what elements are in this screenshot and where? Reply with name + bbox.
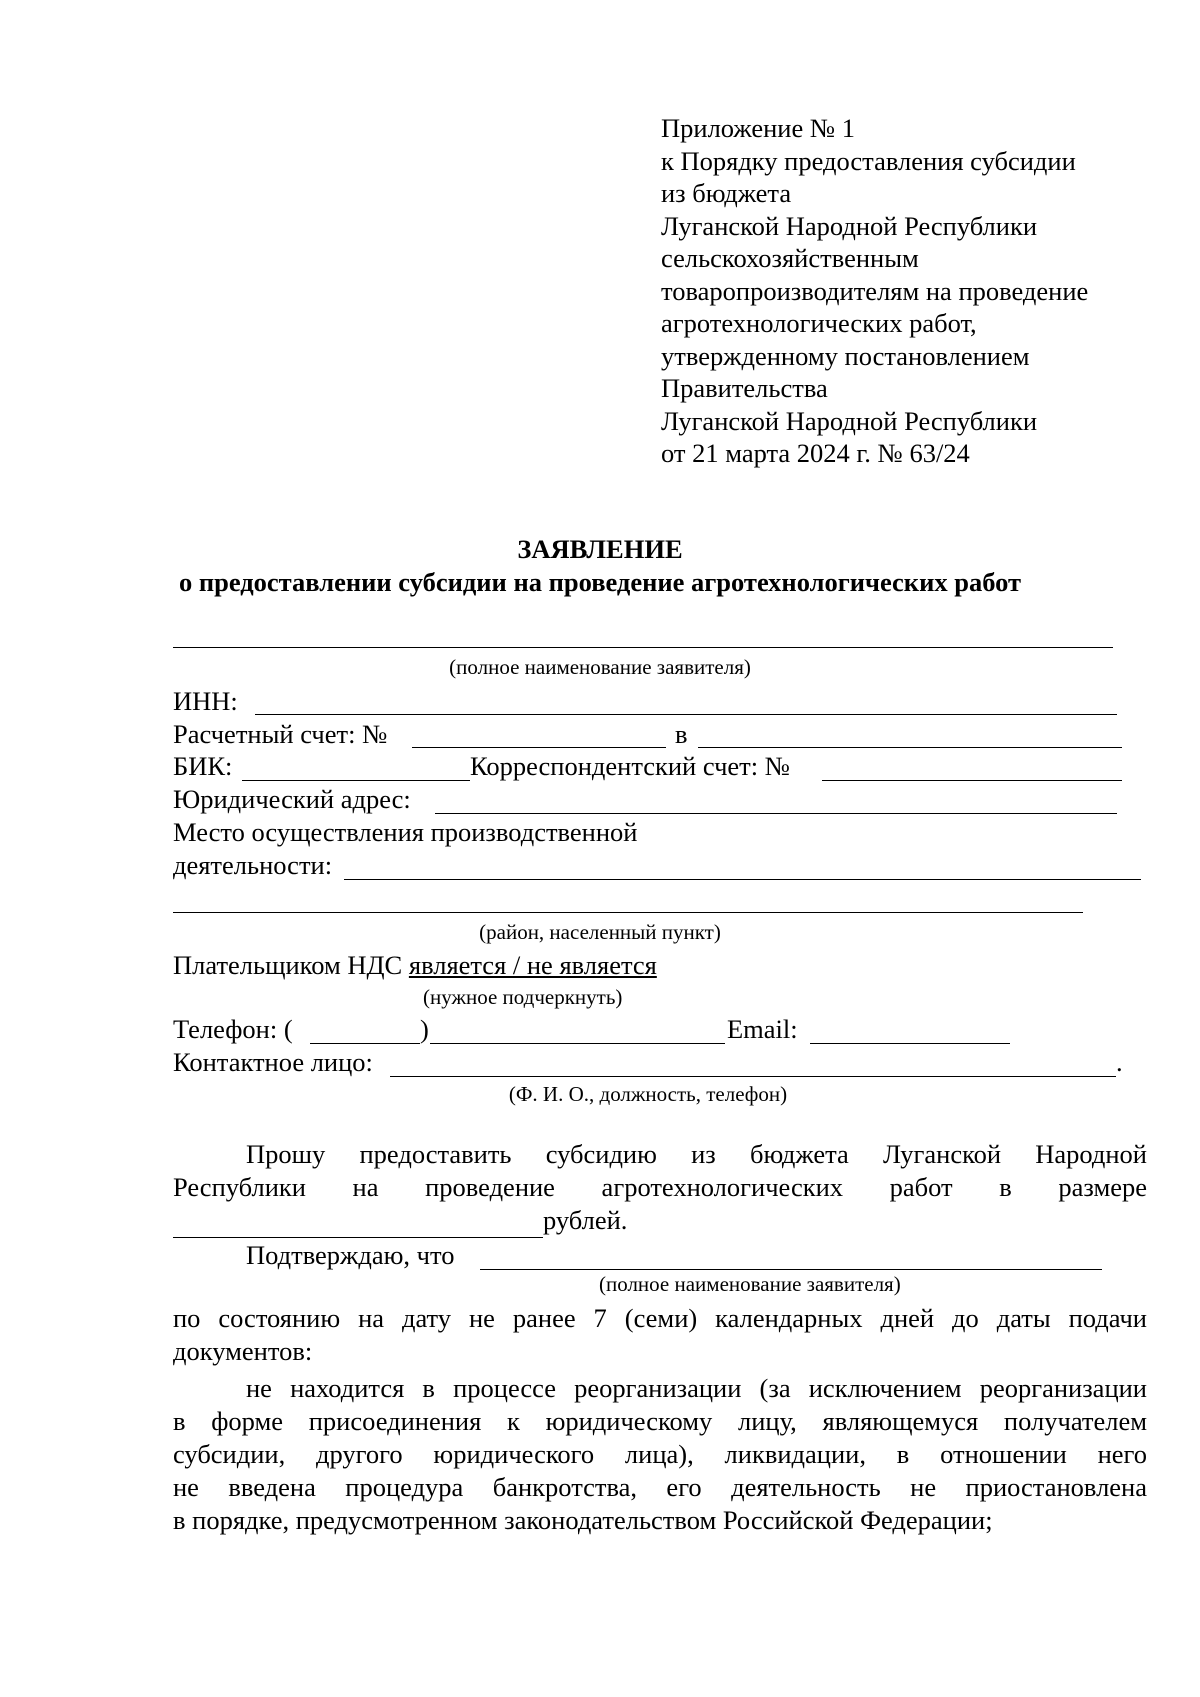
corr-account-field[interactable]	[822, 780, 1122, 781]
confirm-applicant-field[interactable]	[480, 1269, 1102, 1270]
appendix-line: Луганской Народной Республики	[661, 405, 1038, 436]
vat-options[interactable]: является / не является	[408, 950, 657, 980]
phone-label: Телефон: (	[173, 1014, 293, 1044]
request-line-2: Республики на проведение агротехнологических работ в размере	[173, 1172, 1147, 1202]
corr-account-label: Корреспондентский счет: №	[470, 751, 791, 781]
contact-field[interactable]	[390, 1076, 1116, 1077]
email-field[interactable]	[810, 1043, 1010, 1044]
place-caption: (район, населенный пункт)	[479, 920, 721, 944]
document-subtitle: о предоставлении субсидии на проведение агротехнологических работ	[178, 567, 1022, 597]
appendix-line: Приложение № 1	[661, 113, 856, 143]
appendix-line: Луганской Народной Республики	[661, 210, 1038, 241]
conditions-line: не находится в процессе реорганизации (за исключением реорганизации	[246, 1373, 1147, 1403]
subsidy-amount-field[interactable]	[173, 1237, 543, 1238]
appendix-block	[661, 112, 1181, 470]
conditions-line: в порядке, предусмотренном законодательством Российской Федерации;	[173, 1505, 993, 1535]
confirm-label: Подтверждаю, что	[246, 1240, 455, 1270]
legal-address-field[interactable]	[435, 813, 1117, 814]
state-line-2: документов:	[173, 1336, 313, 1366]
vat-label: Плательщиком НДС	[173, 950, 409, 980]
phone-code-field[interactable]	[310, 1043, 420, 1044]
place-field-continued[interactable]	[173, 912, 1083, 913]
appendix-line: товаропроизводителям на проведение	[661, 275, 1089, 306]
conditions-line: не введена процедура банкротства, его деятельность не приостановлена	[173, 1472, 1147, 1502]
document-title: ЗАЯВЛЕНИЕ	[517, 534, 683, 564]
vat-line	[173, 949, 657, 981]
state-line-1: по состоянию на дату не ранее 7 (семи) календарных дней до даты подачи	[173, 1303, 1147, 1333]
account-label: Расчетный счет: №	[173, 719, 388, 749]
applicant-name-caption: (полное наименование заявителя)	[449, 655, 751, 679]
bik-field[interactable]	[242, 780, 470, 781]
request-paragraph	[173, 1138, 1147, 1204]
bank-name-field[interactable]	[698, 747, 1122, 748]
appendix-line: из бюджета	[661, 178, 792, 208]
state-paragraph	[173, 1302, 1147, 1368]
appendix-line: агротехнологических работ,	[661, 308, 977, 338]
contact-label: Контактное лицо:	[173, 1047, 373, 1077]
request-line-1: Прошу предоставить субсидию из бюджета Луганской Народной	[246, 1139, 1147, 1169]
conditions-line: субсидии, другого юридического лица), ликвидации, в отношении него	[173, 1439, 1147, 1469]
conditions-paragraph	[173, 1372, 1147, 1537]
phone-number-field[interactable]	[430, 1043, 725, 1044]
legal-address-label: Юридический адрес:	[173, 784, 411, 814]
account-in-label: в	[675, 719, 688, 749]
appendix-line: от 21 марта 2024 г. № 63/24	[661, 438, 970, 468]
inn-label: ИНН:	[173, 686, 238, 716]
account-number-field[interactable]	[412, 747, 666, 748]
bik-label: БИК:	[173, 751, 233, 781]
contact-end-period: .	[1116, 1047, 1123, 1077]
contact-caption: (Ф. И. О., должность, телефон)	[508, 1082, 788, 1106]
applicant-name-field[interactable]	[173, 647, 1113, 648]
phone-close-bracket: )	[420, 1014, 429, 1044]
appendix-line: Правительства	[661, 373, 828, 403]
place-field[interactable]	[344, 879, 1141, 880]
inn-field[interactable]	[255, 714, 1117, 715]
appendix-line: к Порядку предоставления субсидии	[661, 145, 1076, 176]
appendix-line: сельскохозяйственным	[661, 243, 919, 273]
request-unit: рублей.	[543, 1205, 628, 1235]
confirm-caption: (полное наименование заявителя)	[599, 1272, 901, 1296]
appendix-line: утвержденному постановлением	[661, 340, 1030, 371]
email-label: Email:	[727, 1014, 798, 1044]
conditions-line: в форме присоединения к юридическому лицу, являющемуся получателем	[173, 1406, 1147, 1436]
vat-caption: (нужное подчеркнуть)	[423, 985, 623, 1009]
place-label-line2: деятельности:	[173, 850, 333, 880]
place-label-line1: Место осуществления производственной	[173, 817, 638, 847]
